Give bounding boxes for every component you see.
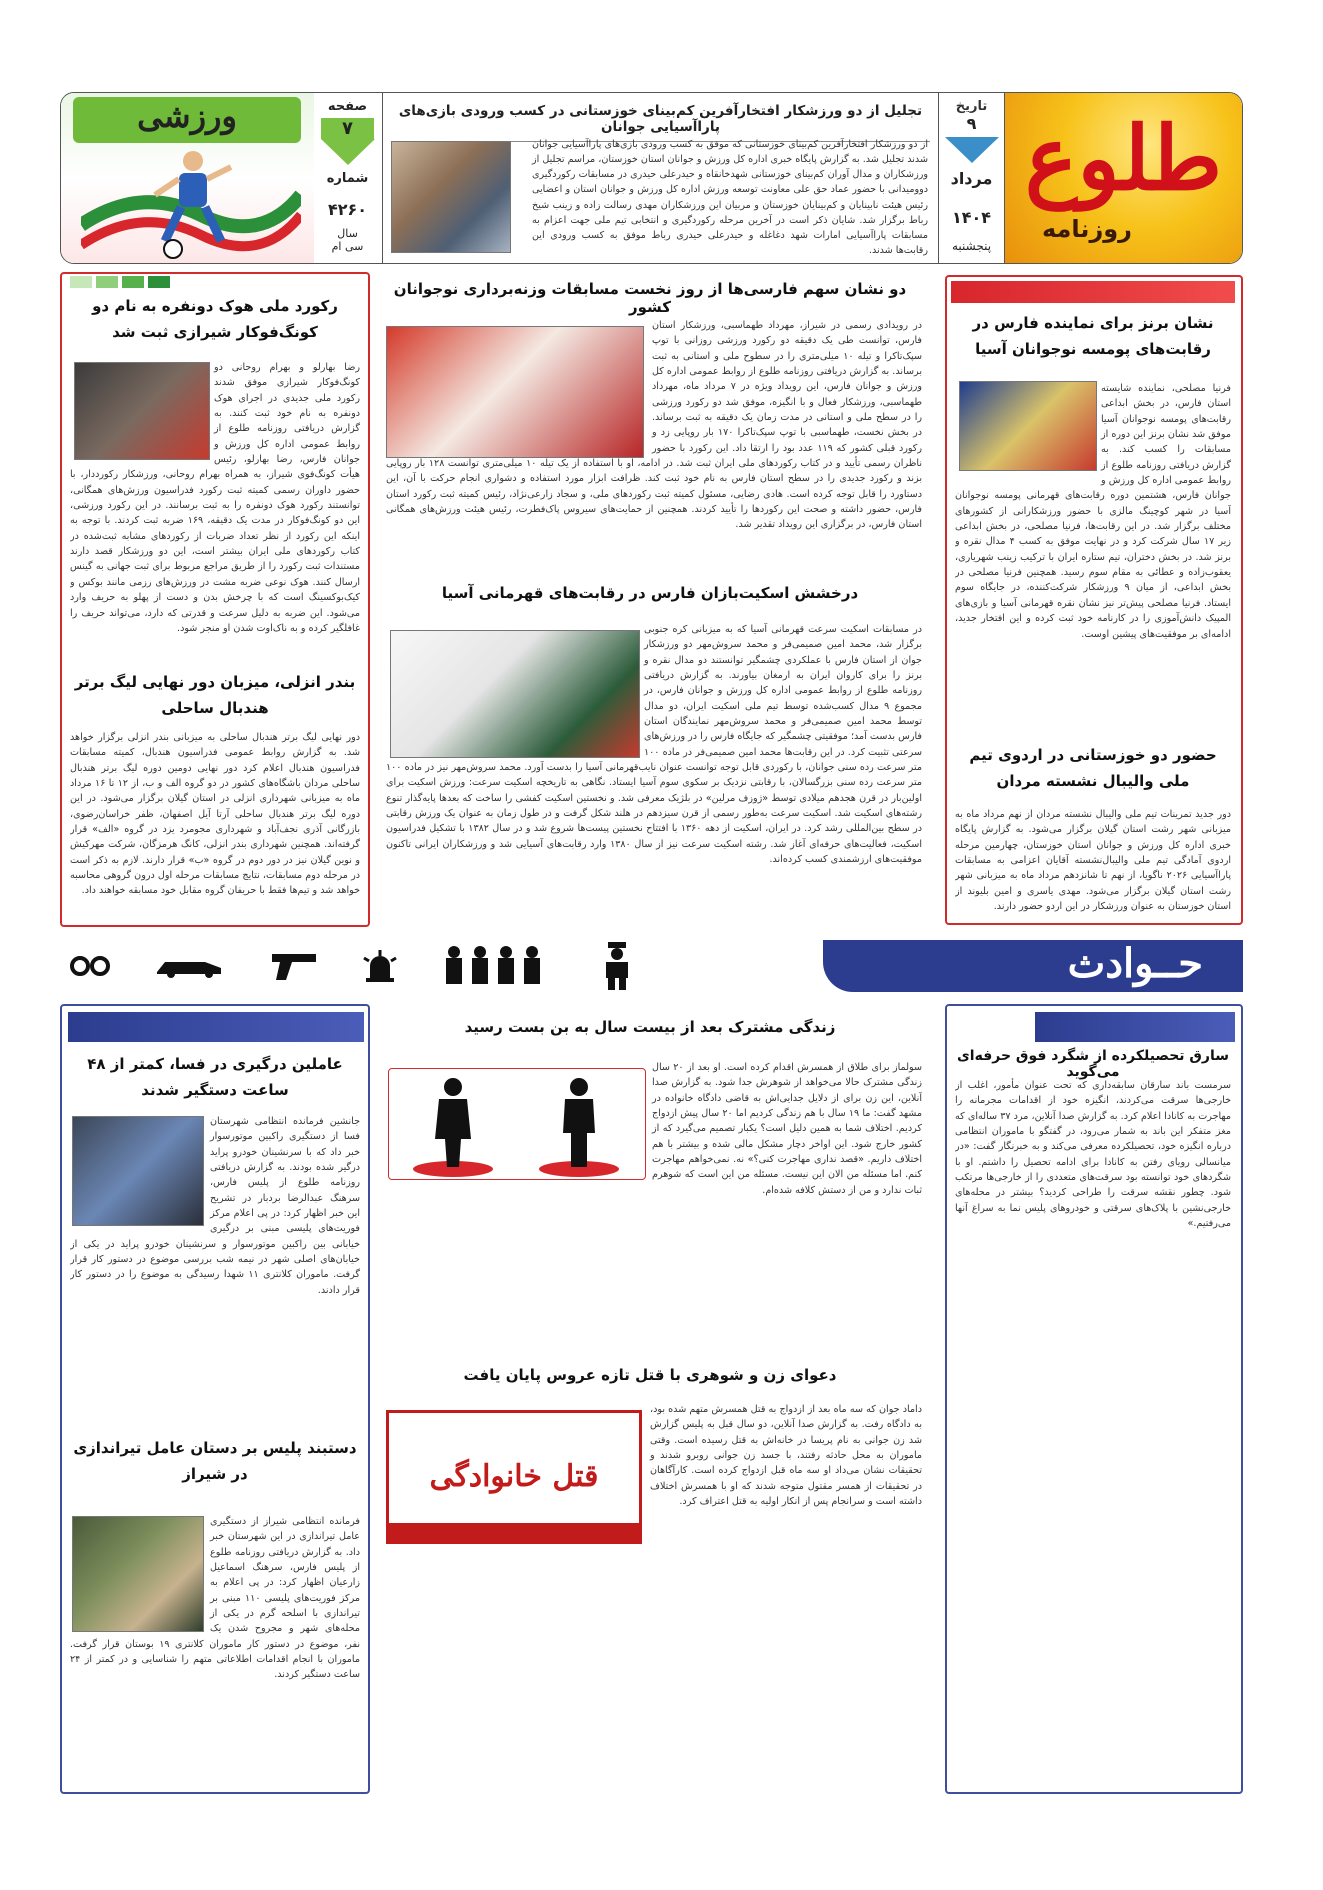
fasa-title[interactable]: عاملین درگیری در فسا، کمتر از ۴۸ ساعت دستگیر شدند [87,1055,343,1099]
murder-title[interactable]: دعوای زن و شوهری با قتل تازه عروس پایان یافت [463,1366,837,1384]
month-name: مرداد [950,169,993,188]
newspaper-logo[interactable] [1004,93,1242,264]
police-officer-icon [600,942,634,990]
handball-text: دور نهایی لیگ برتر هندبال ساحلی به میزبانی بندر انزلی برگزار خواهد شد. به گزارش روابط عمومی فدراسیون هندبال، کمیته مسابقات فدراسیون هندبال اعلام کرد دور نهایی دومین دوره لیگ برتر هندبال ساحلی مردان باشگاه‌های کشور در دو گروه الف و ب، از ۱۲ تا ۱۶ مرداد ماه به میزبانی شهرداری انزلی در استان گیلان برگزار می‌شود. در این دوره لیگ برتر هندبال ساحلی آرتا آیل اصفهان، ظفر خراسان‌رضوی، بازرگانی آذری نجف‌آباد و شهرداری مجومرد یزد در گروه «الف» قرار گرفته‌اند. همچنین شهرداری بندر انزلی، کانگ هرمزگان، شرکت مهرکیش و نوین گیلان نیز در دور دوم در گروه «ب» قرار دارند. لازم به ذکر است در مرحله دوم مسابقات، نتایج مسابقات مرحله اول درون گروهی محاسبه خواهد شد و تیم‌ها فقط با حریفان گروه مقابل خود مسابقه خواهند داد. [70,732,360,897]
fasa-photo-spacer [70,1114,210,1228]
logo-word: طلوع [1024,106,1222,210]
masthead [60,92,1243,264]
top-story-title[interactable]: تجلیل از دو ورزشکار افتخار‌آفرین کم‌بینای خوزستانی در کسب ورودی بازی‌های پاراآسیایی جوانان [391,93,930,142]
marriage-text: سولماز برای طلاق از همسرش اقدام کرده است. او بعد از ۲۰ سال زندگی مشترک حالا می‌خواهد از شوهرش جدا شود. به گزارش صدا آنلاین، این زن برای از دلایل جدایی‌اش به قاضی دادگاه خانواده در مشهد گفت: ما ۱۹ سال با هم زندگی کردیم اما ۲۰ سال پیش ازدواج کردیم. اختلاف شما به همین دلیل است؟ یکبار تصمیم می‌گیرد که از کشور خارج شود. این اواخر دچار مشکل مالی شده و بیشتر با هم اختلاف داریم. «قصد نداری مهاجرت کنی؟» نه. نمی‌خواهم مهاجرت کنم. اما مسئله من الان این نیست. مسئله من این است که شوهرم ثبات ندارد و من از دستش کلافه شده‌ام. [386,1060,922,1320]
weightlifting-text: در رویدادی رسمی در شیراز، مهرداد طهماسبی، ورزشکار استان فارس، توانست طی یک دقیقه دو رکورد ورزشی روزانی با توپ سپک‌تاکرا و تیله ۱۰ میلی‌متری را در سطوح ملی و استانی به ثبت برساند. به گزارش دریافتی روزنامه طلوع از روابط عمومی اداره کل ورزش و جوانان فارس، این رویداد ویژه در ۷ مرداد ماه، مهرداد طهماسبی، ورزشکار فعال و با انگیزه، موفق شد دو رکورد ورزشی را در سطح ملی و استانی در مدت زمان یک دقیقه به ثبت برساند. در بخش نخست، طهماسبی با توپ سپک‌تاکرا ۱۷۰ بار روپایی زد و رکورد قبلی کشور که ۱۱۹ عدد بود را ارتقا داد. این رکورد با حضور ناظران رسمی تأیید و در کتاب رکوردهای ملی ایران ثبت شد. در ادامه، او با استفاده از یک تیله ۱۰ میلی‌متری توانست ۱۲۸ بار روپایی بزند و رکورد جدیدی را در سطح استان فارس به نام خود ثبت کند. ظرافت ابزار مورد استفاده و دشواری انجام حرکت با آن، این دستاورد را قابل توجه کرده است. هادی رضایی، مسئول کمیته ثبت رکوردهای ملی، و سجاد زارعی‌نژاد، رئیس کمیته ثبت رکورد استان فارس، حضور داشته و صحت این رکوردها را تأیید کردند. همچنین از حمایت‌های سیروس پاک‌فطرت، رئیس هیئت ورزش‌های همگانی استان فارس، در برگزاری این رویداد تقدیر شد. [386,320,922,531]
handball-title[interactable]: بندر انزلی، میزبان دور نهایی لیگ برتر هندبال ساحلی [74,673,356,717]
crowd-silhouette-icon [440,944,550,988]
page-triangle-icon [321,139,375,165]
thief-text: سرمست باند سارقان سابقه‌داری که تحت عنوان مأمور، اغلب از خارجی‌ها سرقت می‌کردند، انگیزه خود از اقدامات مجرمانه را مهاجرت به کانادا اعلام کرد. به گزارش صدا آنلاین، مرد ۳۷ ساله‌ای که مغز متفکر این باند به شمار می‌رود، در گفتگو با ماموران انتظامی درباره انگیزه خود، تحصیلکرده معرفی می‌کند و به خبرنگار گفت: «در میانسالی رویای رفتن به کانادا برای ادامه تحصیل را داشتم. او با شگردهای خود توانسته بود سرقت‌های متعددی را از خارجی‌ها مرتکب شود. چطور نقشه سرقت را طراحی کردید؟ بیشتر در محله‌های خارجی‌نشین با پلاک‌های سرقتی و خودروهای پلیس نما به سراغ آنها می‌رفتیم.» [955,1080,1231,1230]
incidents-title: حــوادث [1067,940,1203,987]
right-column-box [945,275,1243,925]
shiraz-shooting-text: فرمانده انتظامی شیراز از دستگیری عامل تیراندازی در این شهرستان خبر داد. به گزارش دریافتی روزنامه طلوع از پلیس فارس، سرهنگ اسماعیل زارعیان اظهار کرد: در پی اعلام به مرکز فوریت‌های پلیسی ۱۱۰ مبنی بر تیراندازی با اسلحه گرم در یکی از محله‌های شهر و مجروح شدن یک نفر، موضوع در دستور کار ماموران کلانتری ۱۹ بوستان قرار گرفت. ماموران با انجام اقدامات اطلاعاتی متهم را شناسایی و در کمتر از ۲۴ ساعت دستگیر کردند. [70,1516,360,1681]
pomse-photo-spacer [955,381,1101,475]
section-title: ورزشی [73,97,301,143]
date-column [938,93,1004,264]
color-squares [60,276,170,288]
issue-label: شماره [326,171,369,186]
volleyball-text: دور جدید تمرینات تیم ملی والیبال نشسته مردان از نهم مرداد ماه به میزبانی شهر رشت استان گیلان برگزار می‌شود. به گزارش پایگاه خبری اداره کل ورزش و جوانان استان خوزستان، چهارمین مرحله اردوی آمادگی تیم ملی والیبال‌نشسته آقایان اعزامی به مسابقات پاراآسیایی ۲۰۲۶ ناگویا، از نهم تا شانزدهم مرداد ماه به میزبانی شهر رشت استان گیلان برگزار می‌شود. مهدی یاسری و امین بلیوند از استان خوزستان به عنوان ورزشکار در این اردو حضور دارند. [955,809,1231,913]
top-story-text: از دو ورزشکار افتخارآفرین کم‌بینای خوزستانی که موفق به کسب ورودی بازی‌های پاراآسیایی جوانان شدند تجلیل شد. به گزارش پایگاه خبری اداره کل ورزش و جوانان استان خوزستان، مراسم تجلیل از ورزشکاران و مدال آوران کم‌بینای خوزستانی شهدخانقاه و حیدرعلی حیدری در مسابقات رکوردگیری دوومیدانی با حضور عماد حق علی معاونت توسعه ورزش اداره کل ورزش و جوانان استان و اعضایی رئیس هیئت نابینایان و کم‌بینایان خوزستان و مربیان این ورزشکاران مهدی رسالت زاده و زینب شیخ رباط برگزار شد. شایان ذکر است در آخرین مرحله رکوردگیری و انتخابی تیم ملی جهت اعزام به مسابقات پاراآسیایی امارات شهد دغاغله و حیدرعلی حیدری رباط موفق به کسب ورودی این رقابت‌ها شدند. [532,139,928,257]
incidents-right-box [945,1004,1243,1794]
date-triangle-icon [945,137,999,163]
left-column-box [60,272,370,927]
murder-text: داماد جوان که سه ماه بعد از ازدواج به قتل همسرش متهم شده بود، به دادگاه رفت. به گزارش صدا آنلاین، دو سال قبل به پلیس گزارش شد زن جوانی به نام پریسا در خانه‌اش به قتل رسیده است. وقتی ماموران به محل حادثه رفتند، با جسد زن جوانی روبرو شدند و تحقیقات نشان می‌داد او سه ماه قبل ازدواج کرده است. کارآگاهان در تحقیقات از همسر مقتول متوجه شدند که او با همسرش اختلاف داشته است و سرانجام پس از انکار اولیه به قتل اعتراف کرد. [386,1402,922,1792]
incidents-right-bar [1035,1012,1235,1042]
weightlifting-title[interactable]: دو نشان سهم فارسی‌ها از روز نخست مسابقات وزنه‌برداری نوجوانان کشور [393,280,907,316]
soccer-player-icon [81,145,301,261]
page-info [312,93,382,264]
pistol-icon [270,950,320,984]
police-car-icon [155,954,225,978]
murder-label: قتل خانوادگی [429,1459,599,1494]
logo-subtitle: روزنامه [1042,215,1132,243]
shiraz-police-photo-spacer [70,1514,210,1634]
marriage-photo-box-spacer [386,1060,652,1176]
right-column-bar [951,281,1235,303]
weightlifting-photo-spacer [386,318,652,454]
incidents-banner [60,940,1243,992]
pomse-title[interactable]: نشان برنز برای نماینده فارس در رقابت‌های پومسه نوجوانان آسیا [972,314,1214,358]
volleyball-title[interactable]: حضور دو خوزستانی در اردوی تیم ملی والیبال نشسته مردان [969,746,1217,790]
top-story [382,93,938,264]
incidents-left-bar [68,1012,364,1042]
handcuffs-icon [70,950,110,980]
weekday: پنجشنبه [951,239,992,253]
thief-title[interactable]: سارق تحصیلکرده از شگرد فوق حرفه‌ای می‌گوید [956,1048,1230,1080]
kungfu-photo-spacer [70,360,214,462]
section-banner [61,93,314,264]
year-number: ۱۴۰۴ [951,208,992,227]
year-value: سی ام [331,240,364,253]
page-label: صفحه [327,99,368,114]
incidents-left-box [60,1004,370,1794]
kungfu-title[interactable]: رکورد ملی هوک دونفره به نام دو کونگ‌فوکار شیرازی ثبت شد [92,297,338,341]
top-story-photo [391,141,511,253]
shiraz-shooting-title[interactable]: دستبند پلیس بر دستان عامل تیراندازی در شیراز [73,1439,357,1483]
marriage-title[interactable]: زندگی مشترک بعد از بیست سال به بن بست رسید [464,1018,836,1036]
day-number: ۹ [966,114,977,133]
kungfu-text: رضا بهارلو و بهرام روحانی دو کونگ‌فوکار شیرازی موفق شدند رکورد ملی جدیدی در اجرای هوک دونفره به نام خود ثبت کنند. به گزارش دریافتی روزنامه طلوع از روابط عمومی اداره کل ورزش و جوانان فارس، رضا بهارلو، رئیس هیأت کونگ‌فوی شیراز، به همراه بهرام روحانی، ورزشکار رکورددار، با حضور داوران رسمی کمیته ثبت رکورد فدراسیون ورزش‌های همگانی، توانستند رکورد هوک دونفره را به ثبت برسانند. در این رکورد ورزشی، این دو کونگ‌فوکار در مدت یک دقیقه، ۱۶۹ ضربه ثبت کردند. با توجه به اینکه این رکورد از نظر تعداد ضربات از رکوردهای مشابه ثبت‌شده در کتاب رکوردهای ملی ایران بیشتر است، این دو ورزشکار قصد دارند مستندات ثبت رکورد را از طریق مراجع مربوط برای ثبت جهانی به گینس ارسال کنند. هوک نوعی ضربه مشت در ورزش‌های رزمی مانند بوکس و کیک‌بوکسینگ است که با چرخش بدن و دست از پهلو به حریف وارد می‌شود. این ضربه به دلیل سرعت و قدرتی که دارد، می‌تواند حریف را غافلگیر کرده و به ناک‌اوت شدن او منجر شود. [70,362,360,634]
murder-image-spacer [386,1402,650,1540]
page-number: ۷ [321,118,374,139]
date-label: تاریخ [955,99,988,114]
skating-title[interactable]: درخشش اسکیت‌بازان فارس در رقابت‌های قهرمانی آسیا [441,584,859,602]
issue-number: ۴۲۶۰ [327,200,368,219]
skating-text: در مسابقات اسکیت سرعت قهرمانی آسیا که به میزبانی کره جنوبی برگزار شد، محمد امین صمیمی‌فر و محمد سروش‌مهر دو ورزشکار جوان از استان فارس با عملکردی چشمگیر توانستند دو مدال نقره و برنز را برای کاروان ایران به ارمغان بیاورند. به گزارش دریافتی روزنامه طلوع از روابط عمومی اداره کل ورزش و جوانان فارس، در مجموع ۹ مدال کسب‌شده توسط تیم ملی اسکیت ایران، دو مدال توسط محمد امین صمیمی‌فر و محمد سروش‌مهر نمایندگان استان فارس بدست آمد؛ موفقیتی چشمگیر که جایگاه فارس را در ورزش‌های سرعتی تثبیت کرد. در این رقابت‌ها محمد امین صمیمی‌فر در ماده ۱۰۰ متر سرعت رده سنی جوانان، با رکوردی قابل توجه توانست عنوان نایب‌قهرمانی آسیا را بدست آورد. محمد سروش‌مهر نیز در ماده ۱۰۰ متر سرعت رده سنی بزرگسالان، با رقابتی نزدیک بر سکوی سوم آسیا ایستاد. نگاهی به تاریخچه اسکیت سرعت: ورزش اسکیت برای اولین‌بار در قرن هجدهم میلادی توسط «ژوزف مرلین» در بلژیک معرفی شد. و نخستین اسکیت کفشی را ساخت که بعدها پایه‌گذار تنوع رشته‌های اسکیت شد. اسکیت سرعت به‌طور رسمی از قرن سیزدهم در هلند شکل گرفت و در طول زمان به عنوان یک ورزش رقابتی در سطح بین‌المللی رشد کرد. در ایران، اسکیت از دهه ۱۳۶۰ با افتتاح نخستین پیست‌ها شروع شد و در سال ۱۳۸۲ با تشکیل فدراسیون اسکیت، فعالیت‌های حرفه‌ای آغاز شد. رشته اسکیت سرعت نیز از سال ۱۳۸۰ وارد رقابت‌های آسیایی شد و ورزشکاران ایرانی تاکنون موفقیت‌های ارزشمندی کسب کرده‌اند. [386,624,922,866]
siren-icon [360,948,400,984]
fasa-text: جانشین فرمانده انتظامی شهرستان فسا از دستگیری راکبین موتورسوار خبر داد که با سرنشینان خودرو پراید درگیر شده بودند. به گزارش دریافتی روزنامه طلوع از پلیس فارس، سرهنگ عبدالرضا بردبار در تشریح این خبر اظهار کرد: در پی اعلام مرکز فوریت‌های پلیسی مبنی بر درگیری خیابانی بین راکبین موتورسوار و سرنشینان خودرو پراید در یکی از خیابان‌های اصلی شهر در نیمه شب بررسی موضوع در دستور کار قرار گرفت. ماموران کلانتری ۱۱ شهدا رسیدگی به موضوع را در دستور کار قرار دادند. [70,1116,360,1296]
year-label: سال [337,227,358,240]
pomse-text: فرنیا مصلحی، نماینده شایسته استان فارس، در بخش ابداعی رقابت‌های پومسه نوجوانان آسیا موفق شد نشان برنز این دوره از مسابقات را کسب کند. به گزارش دریافتی روزنامه طلوع از روابط عمومی اداره کل ورزش و جوانان فارس، هشتمین دوره رقابت‌های قهرمانی پومسه نوجوانان آسیا در شهر کوچینگ مالزی با حضور ورزشکارانی از کشورهای مختلف برگزار شد. در این رقابت‌ها، فرنیا مصلحی، در بخش ابداعی زیر ۱۷ سال شرکت کرد و در نهایت موفق به کسب ۴ مدال نقره و برنز شد. در بخش دختران، تیم ستاره ایران با ترکیب زینب شهریاری، یعقوب‌زاده و عطائی به مقام سوم رسید. همچنین فرنیا مصلحی در بخش ابداعی، از میان ۹ ورزشکار شرکت‌کننده، در جایگاه سوم ایستاد. فرنیا مصلحی پیش‌تر نیز نشان نقره قهرمانی آسیا و بازی‌های المپیک دانش‌آموزی را در کارنامه خود ثبت کرده و این افتخار جدید، ادامه‌ای بر موفقیت‌های پیشین اوست. [955,383,1231,640]
skating-photo-spacer [386,622,644,754]
